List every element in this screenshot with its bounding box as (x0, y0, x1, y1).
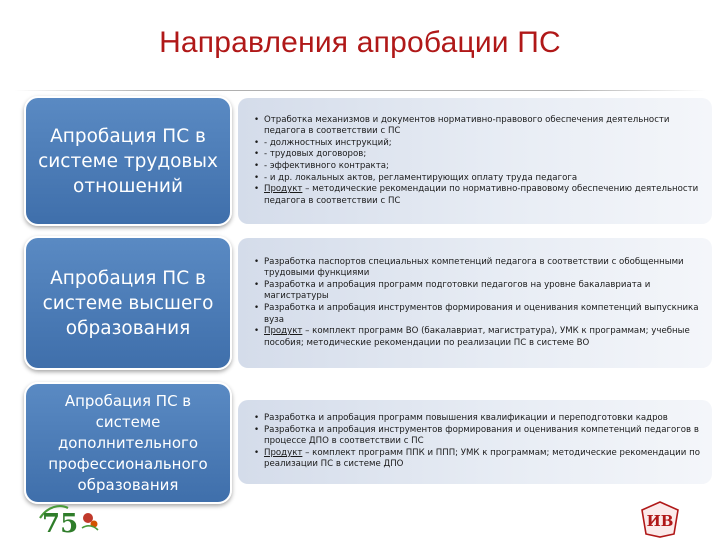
list-item-text: Отработка механизмов и документов нормативно-правового обеспечения деятельности педагога в соответствии с ПС (264, 114, 670, 137)
institute-emblem (638, 500, 682, 538)
section-content-box (238, 98, 712, 224)
list-item (254, 425, 704, 448)
section-label: Апробация ПС в системе трудовых отношений (38, 125, 218, 197)
slide-title: Направления апробации ПС (159, 26, 561, 59)
list-item-text: – комплект программ ППК и ППП; УМК к программам; методические рекомендации по реализации ПС в системе ДПО (264, 447, 700, 470)
list-item-text: - трудовых договоров; (264, 149, 367, 160)
section-additional-education (0, 382, 720, 504)
emblem-letters: ИВ (646, 512, 674, 530)
section-labor-relations (0, 96, 720, 226)
section-label-box (24, 236, 232, 370)
title-divider (14, 90, 706, 91)
list-item-text: Разработка и апробация инструментов формирования и оценивания компетенций педагогов в процессе ДПО в соответствии с ПС (264, 424, 699, 447)
bullet-list (254, 115, 704, 208)
list-item-text: - должностных инструкций; (264, 137, 392, 148)
list-item (254, 413, 704, 425)
list-item-text: – методические рекомендации по нормативно-правовому обеспечению деятельности педагога в соответствии с ПС (264, 184, 699, 206)
product-lead: Продукт (264, 447, 303, 458)
list-item-text: Разработка и апробация программ повышения квалификации и переподготовки кадров (264, 413, 668, 424)
list-item (254, 138, 704, 150)
list-item-text: - и др. локальных актов, регламентирующих оплату труда педагога (264, 172, 578, 183)
list-item-text: Разработка и апробация инструментов формирования и оценивания компетенций выпускника вуза (264, 303, 699, 325)
list-item-text: Разработка и апробация программ подготовки педагогов на уровне бакалавриата и магистратуры (264, 279, 651, 302)
product-lead: Продукт (264, 326, 303, 337)
bullet-list (254, 257, 704, 350)
list-item (254, 257, 704, 280)
logo-number: 75 (42, 509, 79, 536)
list-item-product (254, 448, 704, 471)
list-item (254, 115, 704, 138)
list-item-text: - эффективного контракта; (264, 161, 389, 171)
bullet-list (254, 413, 704, 471)
section-higher-education (0, 236, 720, 370)
list-item (254, 280, 704, 303)
section-label-box (24, 382, 232, 504)
section-content-box (238, 400, 712, 484)
list-item-product (254, 184, 704, 207)
anniversary-75-logo (38, 500, 102, 536)
logo-flower-icon (83, 513, 93, 523)
product-lead: Продукт (264, 184, 303, 195)
section-label-box (24, 96, 232, 226)
list-item-text: Разработка паспортов специальных компетенций педагога в соответствии с обобщенными трудовыми функциями (264, 256, 684, 279)
list-item-product (254, 326, 704, 349)
list-item (254, 173, 704, 185)
section-label: Апробация ПС в системе дополнительного профессионального образования (48, 391, 208, 494)
section-label: Апробация ПС в системе высшего образования (42, 267, 214, 339)
list-item (254, 149, 704, 161)
section-content-box (238, 238, 712, 368)
list-item-text: – комплект программ ВО (бакалавриат, магистратура), УМК к программам; учебные пособия; методические рекомендации по реализации ПС в системе ВО (264, 326, 690, 348)
list-item (254, 303, 704, 326)
list-item (254, 161, 704, 173)
